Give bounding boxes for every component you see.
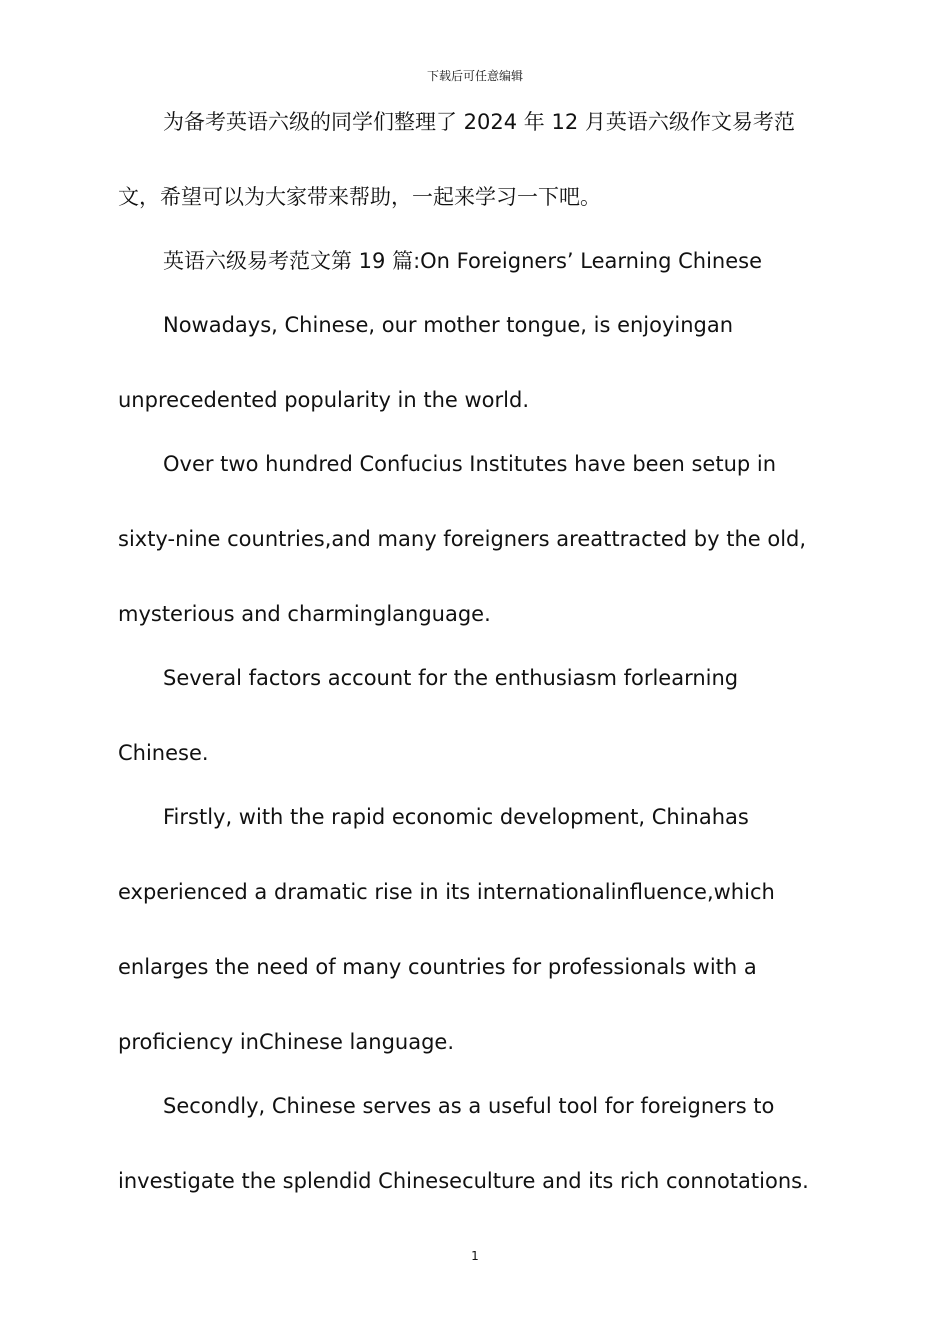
text-line: Several factors account for the enthusiasm forlearning [163,666,739,690]
text-line: mysterious and charminglanguage. [118,602,491,626]
text-line: Nowadays, Chinese, our mother tongue, is enjoyingan [163,313,734,337]
essay-title: 英语六级易考范文第 19 篇:On Foreigners’ Learning Chinese [163,249,762,273]
page-number: 1 [471,1249,479,1263]
page-header: 下载后可任意编辑 [426,69,523,83]
text-line: unprecedented popularity in the world. [118,388,530,412]
text-line: proficiency inChinese language. [118,1030,454,1054]
text-line: experienced a dramatic rise in its internationalinfluence,which [118,880,775,904]
text-line: Over two hundred Confucius Institutes have been setup in [163,452,777,476]
text-line: 文，希望可以为大家带来帮助，一起来学习一下吧。 [118,185,601,209]
text-line: Firstly, with the rapid economic development, Chinahas [163,805,749,829]
text-line: Chinese. [118,741,209,765]
text-line: sixty-nine countries,and many foreigners areattracted by the old, [118,527,807,551]
text-line: enlarges the need of many countries for professionals with a [118,955,757,979]
text-line: Secondly, Chinese serves as a useful tool for foreigners to [163,1094,775,1118]
text-line: investigate the splendid Chineseculture and its rich connotations. [118,1169,809,1193]
text-line: 为备考英语六级的同学们整理了 2024 年 12 月英语六级作文易考范 [163,110,795,134]
